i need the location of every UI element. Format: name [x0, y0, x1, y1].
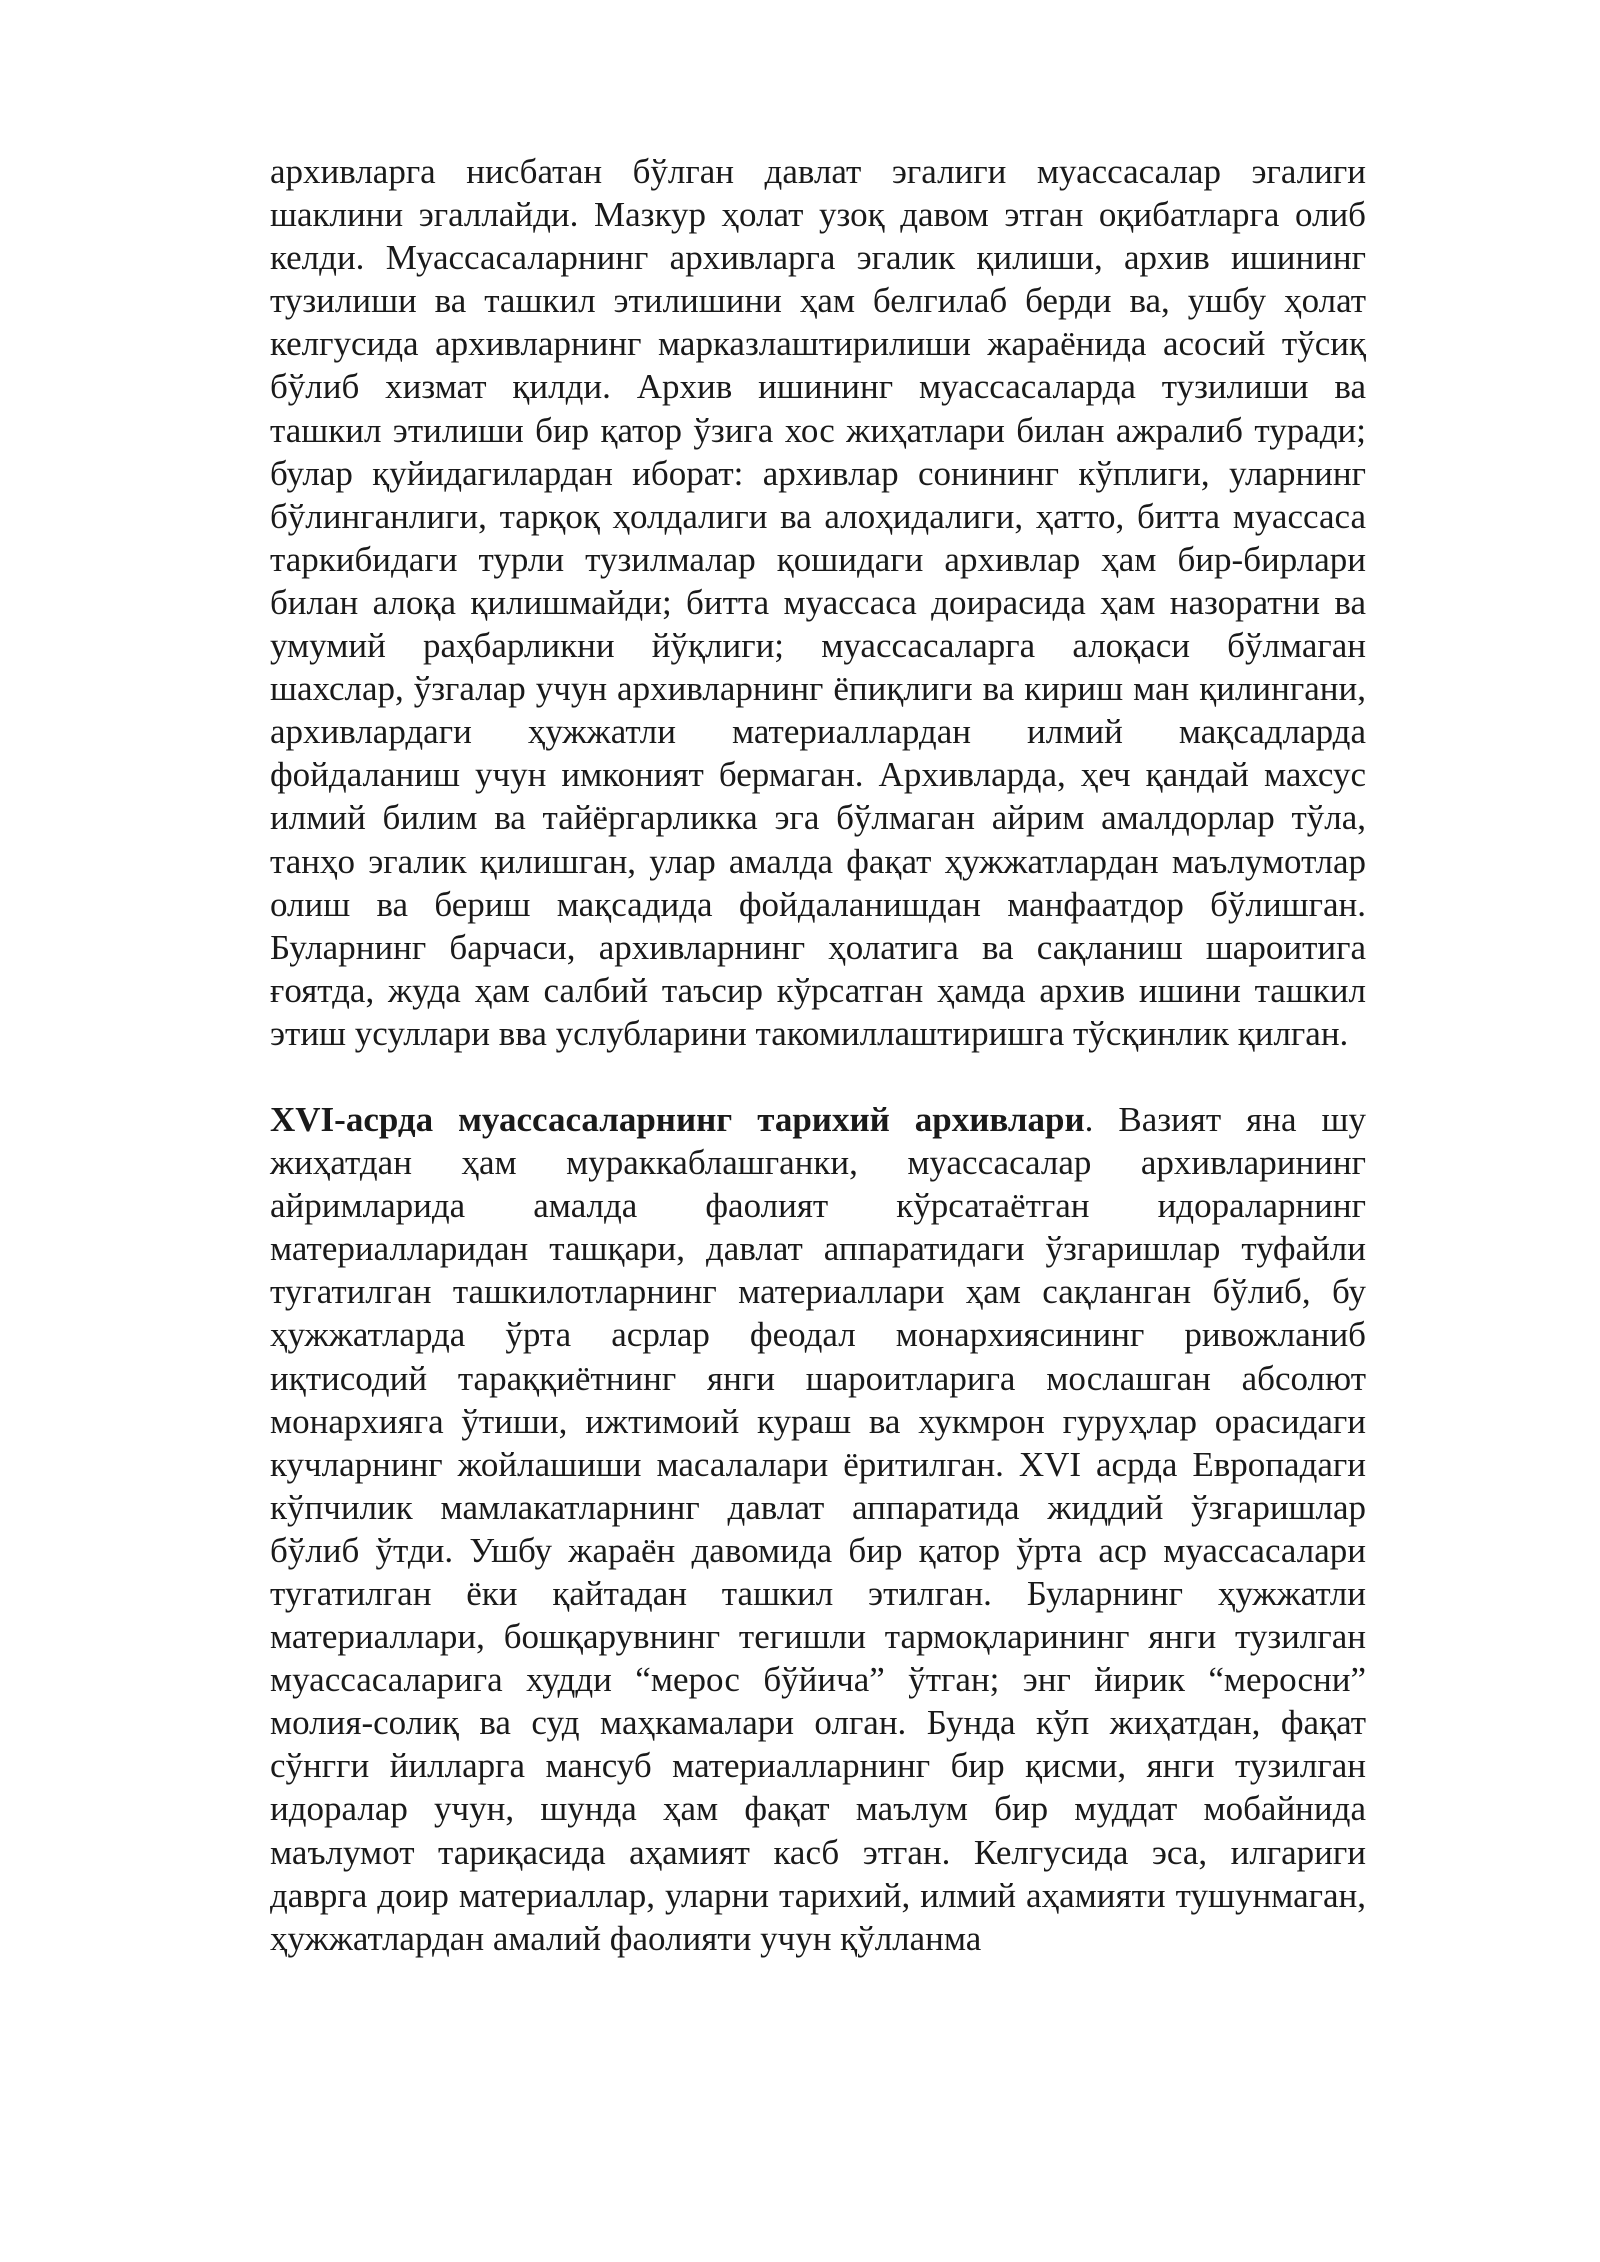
- paragraph-xvi-century-archives: [270, 1098, 1366, 1960]
- section-heading: XVI-асрда муассасаларнинг тарихий архивлари: [270, 1099, 1085, 1139]
- document-page: [270, 150, 1366, 1960]
- paragraph-spacer: [270, 1055, 1366, 1098]
- paragraph-archives-ownership: архивларга нисбатан бўлган давлат эгалиги муассасалар эгалиги шаклини эгаллайди. Мазкур ҳолат узоқ давом этган оқибатларга олиб келди. Муассасаларнинг архивларга эгалик қилиши, архив ишининг тузилиши ва ташкил этилишини ҳам белгилаб берди ва, ушбу ҳолат келгусида архивларнинг марказлаштирилиши жараёнида асосий тўсиқ бўлиб хизмат қилди. Архив ишининг муассасаларда тузилиши ва ташкил этилиши бир қатор ўзига хос жиҳатлари билан ажралиб туради; булар қуйидагилардан иборат: архивлар сонининг кўплиги, уларнинг бўлинганлиги, тарқоқ ҳолдалиги ва алоҳидалиги, ҳатто, битта муассаса таркибидаги турли тузилмалар қошидаги архивлар ҳам бир-бирлари билан алоқа қилишмайди; битта муассаса доирасида ҳам назоратни ва умумий раҳбарликни йўқлиги; муассасаларга алоқаси бўлмаган шахслар, ўзгалар учун архивларнинг ёпиқлиги ва кириш ман қилингани, архивлардаги ҳужжатли материаллардан илмий мақсадларда фойдаланиш учун имконият бермаган. Архивларда, ҳеч қандай махсус илмий билим ва тайёргарликка эга бўлмаган айрим амалдорлар тўла, танҳо эгалик қилишган, улар амалда фақат ҳужжатлардан маълумотлар олиш ва бериш мақсадида фойдаланишдан манфаатдор бўлишган. Буларнинг барчаси, архивларнинг ҳолатига ва сақланиш шароитига ғоятда, жуда ҳам салбий таъсир кўрсатган ҳамда архив ишини ташкил этиш усуллари вва услубларини такомиллаштиришга тўсқинлик қилган.: [270, 152, 1366, 1053]
- paragraph-body: . Вазият яна шу жиҳатдан ҳам мураккаблашганки, муассасалар архивларининг айримларида амалда фаолият кўрсатаётган идораларнинг материалларидан ташқари, давлат аппаратидаги ўзгаришлар туфайли тугатилган ташкилотларнинг материаллари ҳам сақланган бўлиб, бу ҳужжатларда ўрта асрлар феодал монархиясининг ривожланиб иқтисодий тараққиётнинг янги шароитларига мослашган абсолют монархияга ўтиши, ижтимоий кураш ва хукмрон гуруҳлар орасидаги кучларнинг жойлашиши масалалари ёритилган. XVI асрда Европадаги кўпчилик мамлакатларнинг давлат аппаратида жиддий ўзгаришлар бўлиб ўтди. Ушбу жараён давомида бир қатор ўрта аср муассасалари тугатилган ёки қайтадан ташкил этилган. Буларнинг ҳужжатли материаллари, бошқарувнинг тегишли тармоқларининг янги тузилган муассасаларига худди “мерос бўйича” ўтган; энг йирик “меросни” молия-солиқ ва суд маҳкамалари олган. Бунда кўп жиҳатдан, фақат сўнгги йилларга мансуб материалларнинг бир қисми, янги тузилган идоралар учун, шунда ҳам фақат маълум бир муддат мобайнида маълумот тариқасида аҳамият касб этган. Келгусида эса, илгариги даврга доир материаллар, уларни тарихий, илмий аҳамияти тушунмаган, ҳужжатлардан амалий фаолияти учун қўлланма: [270, 1099, 1366, 1958]
